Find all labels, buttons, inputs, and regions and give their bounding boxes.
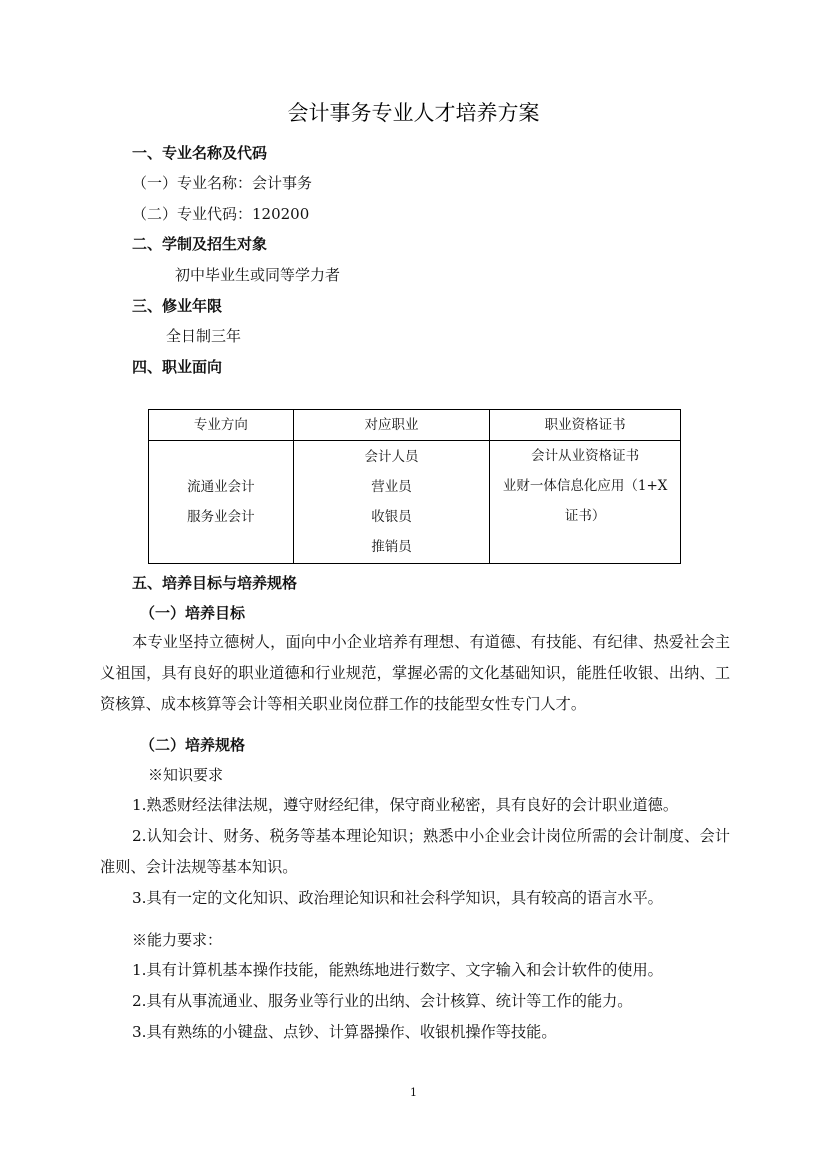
knowledge-item: 3.具有一定的文化知识、政治理论知识和社会科学知识，具有较高的语言水平。	[132, 889, 663, 907]
job-item: 会计人员	[364, 449, 419, 465]
page-number: 1	[410, 1086, 417, 1099]
section3-heading: 三、修业年限	[132, 297, 223, 315]
career-table-header-row	[149, 410, 681, 441]
goal-text: 本专业坚持立德树人，面向中小企业培养有理想、有道德、有技能、有纪律、热爱社会主义祖国，具有良好的职业道德和行业规范，掌握必需的文化基础知识，能胜任收银、出纳、工资核算、成本核算等会计等相关职业岗位群工作的技能型女性专门人才。	[100, 633, 730, 713]
job-item: 营业员	[371, 479, 412, 495]
ability-item: 3.具有熟练的小键盘、点钞、计算器操作、收银机操作等技能。	[132, 1023, 557, 1041]
section4-heading: 四、职业面向	[132, 358, 223, 376]
direction-item: 服务业会计	[187, 509, 255, 525]
job-item: 推销员	[371, 539, 412, 555]
header-cell-direction: 专业方向	[149, 410, 294, 441]
section2-heading: 二、学制及招生对象	[132, 235, 268, 253]
section5-heading: 五、培养目标与培养规格	[132, 574, 298, 592]
job-item: 收银员	[371, 509, 412, 525]
knowledge-item: 2.认知会计、财务、税务等基本理论知识；熟悉中小企业会计岗位所需的会计制度、会计准则、会计法规等基本知识。	[100, 827, 730, 876]
section1-heading: 一、专业名称及代码	[132, 144, 268, 162]
ability-item: 2.具有从事流通业、服务业等行业的出纳、会计核算、统计等工作的能力。	[132, 992, 633, 1010]
enrollment-target-text: 初中毕业生或同等学力者	[175, 266, 341, 284]
career-table	[148, 409, 681, 564]
certificates-cell	[490, 441, 681, 564]
jobs-cell	[293, 441, 490, 564]
career-table-row	[149, 441, 681, 564]
spec-heading: （二）培养规格	[140, 736, 246, 754]
certificate-item: 业财一体信息化应用（1+X	[502, 478, 668, 494]
direction-item: 流通业会计	[187, 479, 255, 495]
major-code-line: （二）专业代码：120200	[132, 205, 310, 223]
directions-cell	[149, 441, 294, 564]
major-name-line: （一）专业名称：会计事务	[132, 174, 313, 192]
document-title: 会计事务专业人才培养方案	[287, 101, 540, 125]
header-cell-job: 对应职业	[293, 410, 490, 441]
certificate-item: 证书）	[564, 508, 606, 524]
ability-item: 1.具有计算机基本操作技能，能熟练地进行数字、文字输入和会计软件的使用。	[132, 961, 663, 979]
knowledge-item: 1.熟悉财经法律法规，遵守财经纪律，保守商业秘密，具有良好的会计职业道德。	[132, 796, 679, 814]
certificate-item: 会计从业资格证书	[531, 448, 640, 464]
goal-paragraph	[100, 627, 730, 720]
knowledge-heading: ※知识要求	[148, 766, 224, 784]
ability-heading: ※能力要求：	[132, 931, 223, 949]
goal-heading: （一）培养目标	[140, 604, 246, 622]
study-duration-text: 全日制三年	[166, 327, 242, 345]
header-cell-certificate: 职业资格证书	[490, 410, 681, 441]
